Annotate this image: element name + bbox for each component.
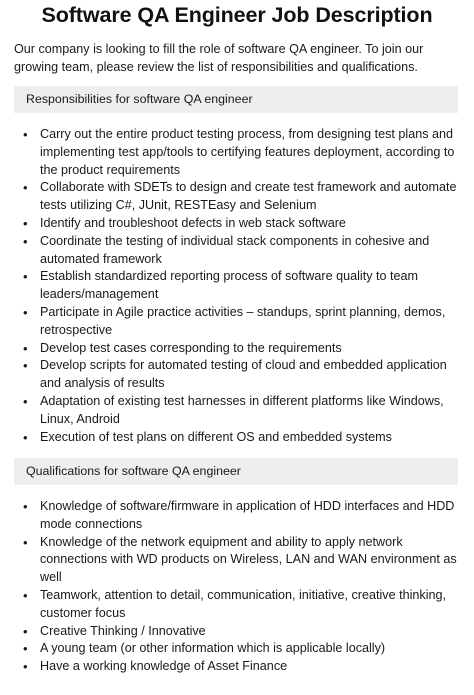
responsibilities-heading: Responsibilities for software QA engineer [14, 86, 458, 113]
list-item: • Identify and troubleshoot defects in web stack software [18, 215, 460, 233]
list-item: • Have a working knowledge of Asset Finance [18, 658, 460, 676]
list-item: • Establish standardized reporting process of software quality to team leaders/management [18, 268, 460, 304]
list-item: • Knowledge of software/firmware in application of HDD interfaces and HDD mode connections [18, 498, 460, 534]
list-item: • Adaptation of existing test harnesses in different platforms like Windows, Linux, Android [18, 393, 460, 429]
intro-paragraph: Our company is looking to fill the role of software QA engineer. To join our growing team, please review the list of responsibilities and qualifications. [14, 42, 424, 74]
responsibilities-list [18, 126, 460, 446]
list-item: • Carry out the entire product testing process, from designing test plans and implementing test app/tools to certifying features deployment, according to the product requirements [18, 126, 460, 179]
list-item: • Creative Thinking / Innovative [18, 623, 460, 641]
list-item: • Teamwork, attention to detail, communication, initiative, creative thinking, customer focus [18, 587, 460, 623]
list-item: • Develop test cases corresponding to the requirements [18, 340, 460, 358]
page-title: Software QA Engineer Job Description [41, 3, 433, 27]
list-item: • Collaborate with SDETs to design and create test framework and automate tests utilizing C#, JUnit, RESTEasy and Selenium [18, 179, 460, 215]
list-item: • Participate in Agile practice activities – standups, sprint planning, demos, retrospective [18, 304, 460, 340]
list-item: • Develop scripts for automated testing of cloud and embedded application and analysis of results [18, 357, 460, 393]
qualifications-heading: Qualifications for software QA engineer [14, 458, 458, 485]
qualifications-list [18, 498, 460, 676]
list-item: • Coordinate the testing of individual stack components in cohesive and automated framework [18, 233, 460, 269]
list-item: • A young team (or other information which is applicable locally) [18, 640, 460, 658]
list-item: • Knowledge of the network equipment and ability to apply network connections with WD products on Wireless, LAN and WAN environment as well [18, 534, 460, 587]
list-item: • Execution of test plans on different OS and embedded systems [18, 429, 460, 447]
